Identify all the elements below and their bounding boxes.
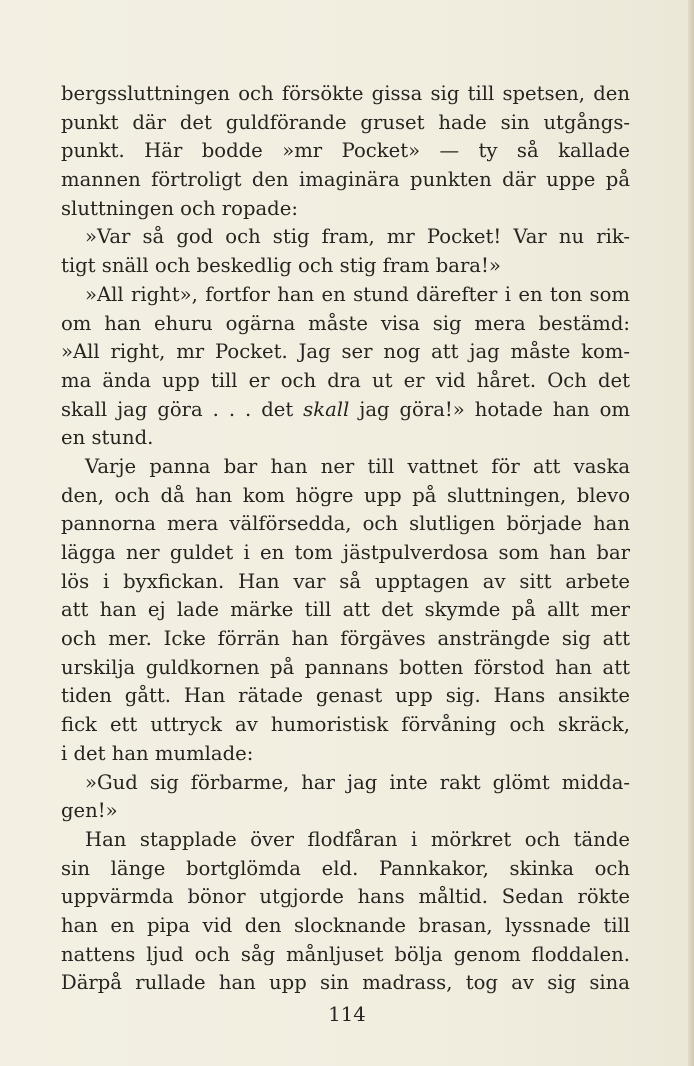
text-line: om han ehuru ogärna måste visa sig mera bestämd: <box>61 311 630 335</box>
text-line: fick ett uttryck av humoristisk förvåning och skräck, <box>61 713 630 737</box>
text-line: urskilja guldkornen på pannans botten förstod han att <box>61 655 630 679</box>
text-line: en stund. <box>61 426 154 450</box>
text-line: Varje panna bar han ner till vattnet för att vaska <box>85 454 630 478</box>
text-line: sin länge bortglömda eld. Pannkakor, skinka och <box>61 856 630 880</box>
text-line-emphasis <box>61 396 630 425</box>
text-segment: jag göra!» hotade han om <box>349 397 630 421</box>
text-line: lös i byxfickan. Han var så upptagen av sitt arbete <box>61 569 630 593</box>
text-line: ma ända upp till er och dra ut er vid håret. Och det <box>61 368 630 392</box>
text-line: tiden gått. Han rätade genast upp sig. Hans ansikte <box>61 684 630 708</box>
text-line: uppvärmda bönor utgjorde hans måltid. Sedan rökte <box>61 885 630 909</box>
text-line: och mer. Icke förrän han förgäves ansträngde sig att <box>61 627 630 651</box>
text-line: punkt. Här bodde »mr Pocket» — ty så kallade <box>61 139 630 163</box>
body-text <box>61 80 630 998</box>
text-line: pannorna mera välförsedda, och slutligen började han <box>61 512 630 536</box>
text-line: att han ej lade märke till att det skymde på allt mer <box>61 598 630 622</box>
text-line: Därpå rullade han upp sin madrass, tog av sig sina <box>61 971 630 995</box>
text-line: sluttningen och ropade: <box>61 196 298 220</box>
text-line: den, och då han kom högre upp på sluttningen, blevo <box>61 483 630 507</box>
text-line: nattens ljud och såg månljuset bölja genom floddalen. <box>61 942 630 966</box>
text-line: bergssluttningen och försökte gissa sig till spetsen, den <box>61 82 630 105</box>
text-line: punkt där det guldförande gruset hade sin utgångs- <box>61 110 630 134</box>
text-line: han en pipa vid den slocknande brasan, lyssnade till <box>61 913 630 937</box>
text-line: gen!» <box>61 799 118 823</box>
text-line: i det han mumlade: <box>61 741 254 765</box>
text-line: lägga ner guldet i en tom jästpulverdosa som han bar <box>61 541 630 564</box>
text-line: Han stapplade över flodfåran i mörkret och tände <box>85 827 630 851</box>
page-edge-shadow <box>688 0 694 1066</box>
text-line: »Var så god och stig fram, mr Pocket! Var nu rik- <box>85 225 630 249</box>
text-segment: skall jag göra . . . det <box>61 397 304 421</box>
text-line: mannen förtroligt den imaginära punkten där uppe på <box>61 168 630 192</box>
emphasized-word: skall <box>303 397 350 421</box>
page-number: 114 <box>328 1003 366 1026</box>
text-line: »Gud sig förbarme, har jag inte rakt glömt midda- <box>85 770 630 794</box>
text-line: tigt snäll och beskedlig och stig fram bara!» <box>61 254 501 278</box>
text-line: »All right, mr Pocket. Jag ser nog att jag måste kom- <box>61 340 630 364</box>
text-line: »All right», fortfor han en stund därefter i en ton som <box>85 282 630 306</box>
